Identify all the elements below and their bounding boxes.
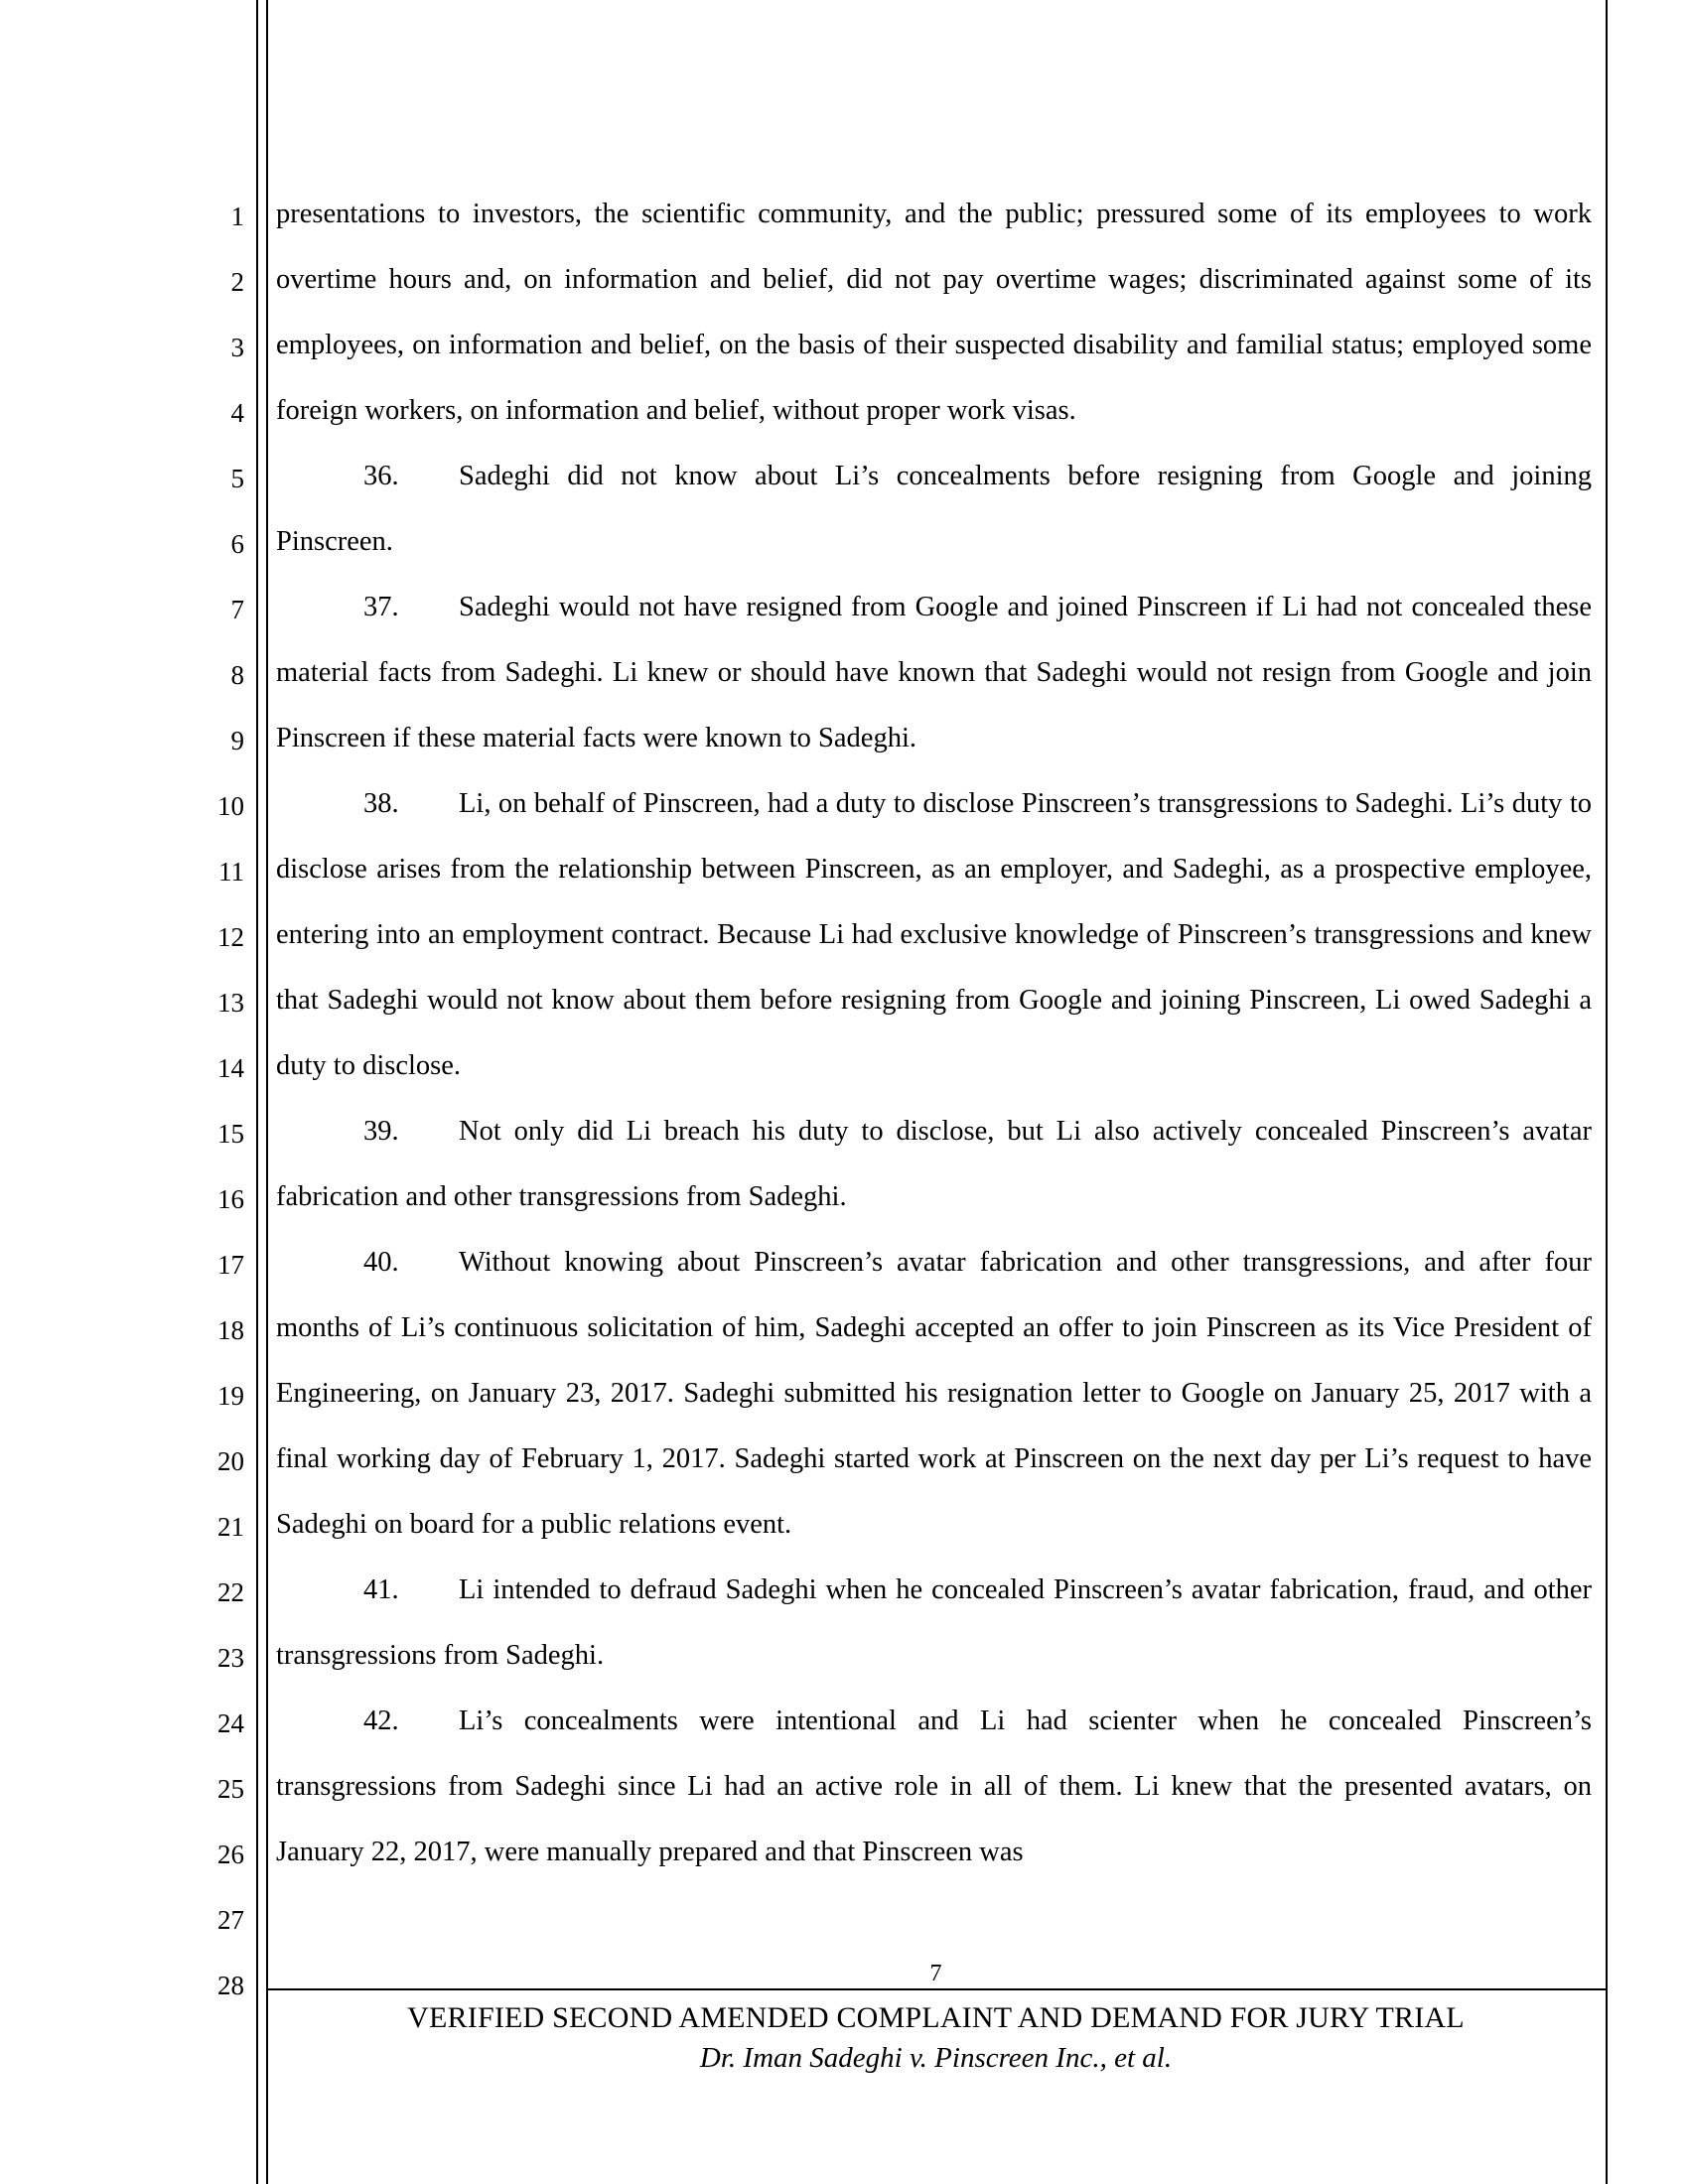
paragraph-number: 39. [363, 1116, 399, 1147]
line-number: 20 [217, 1446, 244, 1476]
line-number: 2 [230, 267, 244, 297]
line-number: 7 [230, 595, 244, 624]
paragraph-38 [276, 771, 1592, 1099]
left-margin-rule-outer [256, 0, 258, 2184]
paragraph-text: presentations to investors, the scientific community, and the public; pressured some of its employees to work overtime hours and, on information and belief, did not pay overtime wages; discriminated against some of its employees, on information and belief, on the basis of their suspected disability and familial status; employed some foreign workers, on information and belief, without proper work visas. [276, 199, 1592, 426]
line-number: 10 [217, 791, 244, 821]
line-number: 9 [230, 726, 244, 755]
paragraph-42 [276, 1689, 1592, 1885]
line-number: 17 [217, 1250, 244, 1280]
line-number-gutter [189, 184, 244, 2018]
paragraph-text: Li’s concealments were intentional and Li had scienter when he concealed Pinscreen’s transgressions from Sadeghi since Li had an active role in all of them. Li knew that the presented avatars, on January 22, 2017, were manually prepared and that Pinscreen was [276, 1706, 1592, 1867]
left-margin-rule-inner [266, 0, 268, 2184]
paragraph-number: 42. [363, 1706, 399, 1736]
footer-case-caption: Dr. Iman Sadeghi v. Pinscreen Inc., et al. [699, 2042, 1173, 2074]
document-body [276, 182, 1592, 1885]
paragraph-text: Not only did Li breach his duty to disclose, but Li also actively concealed Pinscreen’s avatar fabrication and other transgressions from Sadeghi. [276, 1116, 1592, 1212]
line-number: 16 [217, 1184, 244, 1214]
line-number: 24 [217, 1708, 244, 1738]
paragraph-37 [276, 575, 1592, 771]
line-number: 27 [217, 1905, 244, 1935]
line-number: 6 [230, 529, 244, 559]
line-number: 13 [217, 988, 244, 1018]
paragraph-text: Without knowing about Pinscreen’s avatar fabrication and other transgressions, and after four months of Li’s continuous solicitation of him, Sadeghi accepted an offer to join Pinscreen as its Vice President of Engineering, on January 23, 2017. Sadeghi submitted his resignation letter to Google on January 25, 2017 with a final working day of February 1, 2017. Sadeghi started work at Pinscreen on the next day per Li’s request to have Sadeghi on board for a public relations event. [276, 1247, 1592, 1540]
paragraph-text: Li intended to defraud Sadeghi when he concealed Pinscreen’s avatar fabrication, fraud, and other transgressions from Sadeghi. [276, 1574, 1592, 1671]
paragraph-number: 36. [363, 461, 399, 491]
paragraph-text: Sadeghi would not have resigned from Google and joined Pinscreen if Li had not concealed these material facts from Sadeghi. Li knew or should have known that Sadeghi would not resign from Google and join Pinscreen if these material facts were known to Sadeghi. [276, 592, 1592, 753]
footer-divider [266, 1988, 1606, 1990]
footer-title: VERIFIED SECOND AMENDED COMPLAINT AND DEMAND FOR JURY TRIAL [407, 2001, 1465, 2034]
line-number: 18 [217, 1315, 244, 1345]
line-number: 23 [217, 1643, 244, 1673]
line-number: 8 [230, 660, 244, 690]
paragraph-41 [276, 1558, 1592, 1689]
line-number: 11 [218, 857, 244, 887]
paragraph-number: 41. [363, 1574, 399, 1605]
paragraph-number: 38. [363, 788, 399, 819]
paragraph-40 [276, 1230, 1592, 1558]
line-number: 28 [217, 1971, 244, 2000]
paragraph-continuation [276, 182, 1592, 444]
line-number: 19 [217, 1381, 244, 1411]
paragraph-text: Sadeghi did not know about Li’s concealments before resigning from Google and joining Pinscreen. [276, 461, 1592, 557]
paragraph-39 [276, 1099, 1592, 1230]
line-number: 5 [230, 464, 244, 493]
line-number: 15 [217, 1119, 244, 1149]
line-number: 3 [230, 333, 244, 362]
line-number: 22 [217, 1577, 244, 1607]
line-number: 21 [217, 1512, 244, 1542]
paragraph-36 [276, 444, 1592, 575]
right-margin-rule [1606, 0, 1608, 2184]
paragraph-number: 40. [363, 1247, 399, 1278]
line-number: 1 [230, 202, 244, 231]
line-number: 12 [217, 922, 244, 952]
line-number: 14 [217, 1053, 244, 1083]
paragraph-number: 37. [363, 592, 399, 622]
page-footer [266, 1961, 1606, 2078]
line-number: 26 [217, 1840, 244, 1869]
line-number: 4 [230, 398, 244, 428]
line-number: 25 [217, 1774, 244, 1804]
page-number: 7 [929, 1961, 942, 1986]
paragraph-text: Li, on behalf of Pinscreen, had a duty to disclose Pinscreen’s transgressions to Sadeghi. Li’s duty to disclose arises from the relationship between Pinscreen, as an employer, and Sadeghi, as a prospective employee, entering into an employment contract. Because Li had exclusive knowledge of Pinscreen’s transgressions and knew that Sadeghi would not know about them before resigning from Google and joining Pinscreen, Li owed Sadeghi a duty to disclose. [276, 788, 1592, 1081]
